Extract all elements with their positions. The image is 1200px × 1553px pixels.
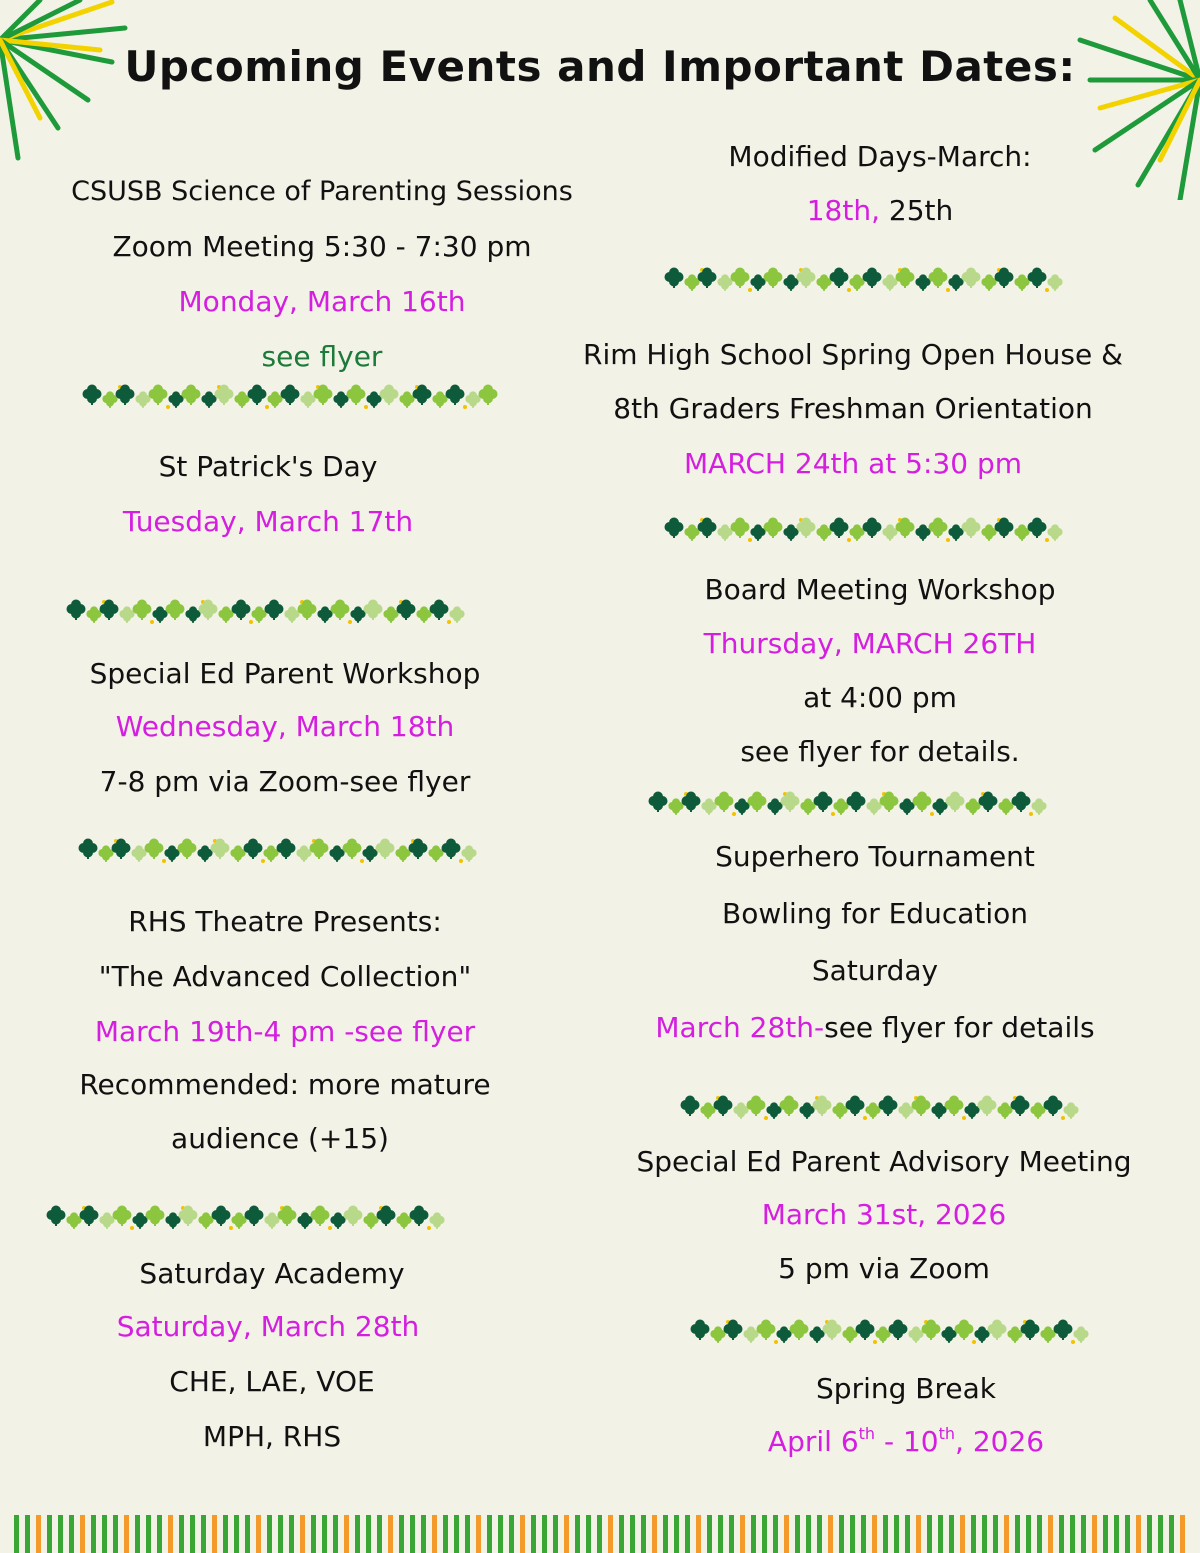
firework-burst-icon [1020,0,1200,200]
board-date: Thursday, MARCH 26TH [703,627,1037,660]
parenting-line1: CSUSB Science of Parenting Sessions [71,176,573,207]
advisory-name: Special Ed Parent Advisory Meeting [636,1145,1132,1178]
board-time: at 4:00 pm [803,681,957,714]
bowling-date-plain: see flyer for details [824,1011,1095,1044]
modified-dates [807,194,954,228]
shamrock-divider-icon [680,1090,1092,1126]
bowling-date [655,1011,1094,1045]
stpatrick-name: St Patrick's Day [158,450,378,483]
modified-label: Modified Days-March: [728,140,1032,173]
academy-name: Saturday Academy [139,1257,405,1290]
bowling-line2: Bowling for Education [721,897,1029,930]
striped-border [0,1513,1200,1553]
spring-sup1: th [858,1424,876,1443]
stpatrick-date: Tuesday, March 17th [122,505,414,538]
academy-line3: CHE, LAE, VOE [169,1365,375,1398]
shamrock-divider-icon [690,1314,1102,1350]
board-note: see flyer for details. [740,735,1020,768]
advisory-date: March 31st, 2026 [761,1198,1007,1231]
theatre-line5: audience (+15) [171,1122,389,1155]
spring-name: Spring Break [816,1372,996,1405]
bowling-line1: Superhero Tournament [715,840,1035,873]
shamrock-divider-icon [648,786,1060,822]
shamrock-divider-icon [46,1200,460,1236]
theatre-date: March 19th-4 pm -see flyer [94,1015,476,1048]
parenting-line2: Zoom Meeting 5:30 - 7:30 pm [112,230,532,263]
theatre-line4: Recommended: more mature [79,1068,491,1101]
bowling-date-highlight: March 28th- [655,1011,825,1044]
advisory-time: 5 pm via Zoom [778,1252,990,1285]
board-name: Board Meeting Workshop [704,573,1056,606]
openhouse-line1: Rim High School Spring Open House & [583,338,1123,371]
spring-date [768,1425,1044,1463]
shamrock-divider-icon [66,594,478,630]
theatre-line2: "The Advanced Collection" [98,960,472,993]
shamrock-divider-icon [82,379,498,415]
shamrock-divider-icon [664,262,1076,298]
openhouse-line2: 8th Graders Freshman Orientation [613,392,1093,425]
modified-date-plain: 25th [888,194,954,227]
openhouse-date: MARCH 24th at 5:30 pm [684,447,1022,480]
spring-sup2: th [938,1424,956,1443]
shamrock-divider-icon [78,833,492,869]
sped-workshop-time: 7-8 pm via Zoom-see flyer [99,765,471,798]
bowling-line3: Saturday [811,954,939,987]
sped-workshop-date: Wednesday, March 18th [115,710,455,743]
spring-date-part3: , 2026 [955,1425,1045,1458]
modified-date-highlight: 18th, [806,194,880,227]
firework-burst-icon [0,0,180,200]
parenting-note: see flyer [261,340,383,373]
spring-date-part2: - 10 [875,1425,939,1458]
parenting-date: Monday, March 16th [178,285,466,318]
page-title: Upcoming Events and Important Dates: [124,42,1076,91]
spring-date-part1: April 6 [767,1425,859,1458]
theatre-line1: RHS Theatre Presents: [128,905,442,938]
sped-workshop-name: Special Ed Parent Workshop [89,657,481,690]
shamrock-divider-icon [664,512,1076,548]
academy-line4: MPH, RHS [202,1420,342,1453]
academy-date: Saturday, March 28th [116,1310,420,1343]
